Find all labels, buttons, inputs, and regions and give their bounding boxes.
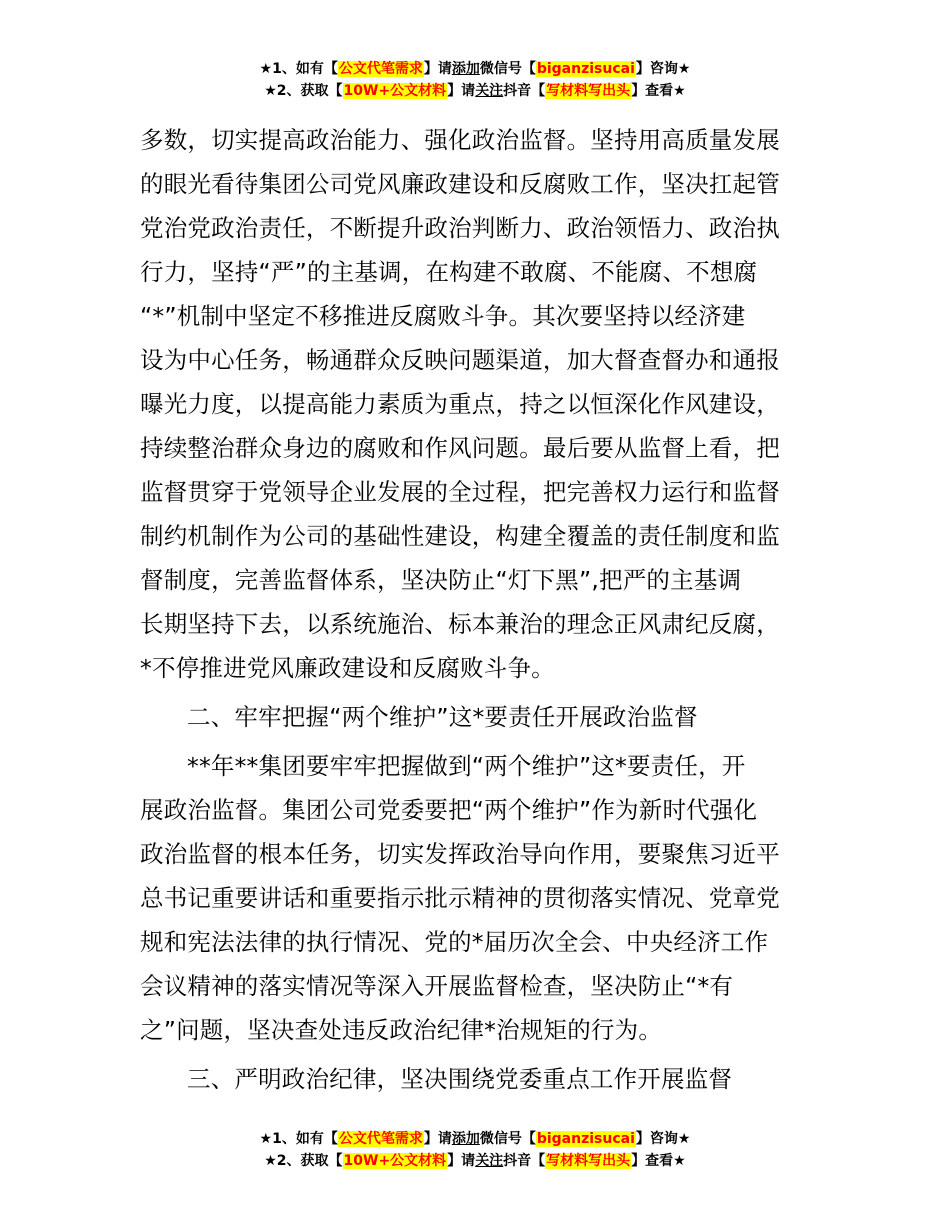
banner-text: 】查看★ [631, 1153, 686, 1169]
banner-text: 抖音【 [503, 83, 546, 99]
text-line: 会议精神的落实情况等深入开展监督检查，坚决防止“*有 [140, 972, 734, 1000]
banner-highlight: 写材料写出头 [546, 1153, 631, 1169]
text-line: 曝光力度，以提高能力素质为重点，持之以恒深化作风建设， [140, 390, 780, 418]
banner-highlight: 写材料写出头 [546, 83, 631, 99]
banner-highlight: 公文代笔需求 [338, 1131, 423, 1147]
text-line: 规和宪法法律的执行情况、党的*届历次全会、中央经济工作 [140, 928, 769, 956]
banner-text: 】请 [423, 1131, 452, 1147]
text-line: 多数，切实提高政治能力、强化政治监督。坚持用高质量发展 [140, 126, 780, 154]
banner-line-2 [0, 1150, 950, 1172]
banner-line-1 [0, 1128, 950, 1150]
banner-text: 】咨询★ [635, 1131, 691, 1147]
text-line: 的眼光看待集团公司党风廉政建设和反腐败工作，坚决扛起管 [140, 170, 780, 198]
text-line: 政治监督的根本任务，切实发挥政治导向作用，要聚焦习近平 [140, 840, 780, 868]
paragraph-1 [140, 118, 812, 690]
banner-text: 】请 [447, 1153, 476, 1169]
banner-text: ★1、如有【 [259, 1131, 338, 1147]
banner-text: 】查看★ [631, 83, 686, 99]
document-body [140, 118, 812, 1101]
text-line: **年**集团要牢牢把握做到“两个维护”这*要责任，开 [187, 752, 746, 780]
text-line: “*”机制中坚定不移推进反腐败斗争。其次要坚持以经济建 [140, 302, 746, 330]
banner-underlined: 添加 [451, 1131, 480, 1147]
text-line: *不停推进党风廉政建设和反腐败斗争。 [140, 654, 555, 682]
paragraph-2 [140, 744, 812, 1052]
banner-underlined: 关注 [475, 83, 504, 99]
text-line: 持续整治群众身边的腐败和作风问题。最后要从监督上看，把 [140, 434, 780, 462]
banner-line-1 [0, 58, 950, 80]
text-line: 长期坚持下去，以系统施治、标本兼治的理念正风肃纪反腐， [140, 610, 780, 638]
banner-text: ★1、如有【 [259, 61, 338, 77]
text-line: 总书记重要讲话和重要指示批示精神的贯彻落实情况、党章党 [140, 884, 780, 912]
banner-text: 抖音【 [503, 1153, 546, 1169]
banner-underlined: 添加 [451, 61, 480, 77]
header-banner [0, 58, 950, 102]
section-heading-2: 二、牢牢把握“两个维护”这*要责任开展政治监督 [187, 703, 698, 731]
banner-highlight: 10W+公文材料 [343, 1153, 447, 1169]
text-line: 督制度，完善监督体系，坚决防止“灯下黑”,把严的主基调 [140, 566, 742, 594]
text-line: 设为中心任务，畅通群众反映问题渠道，加大督查督办和通报 [140, 346, 780, 374]
banner-text: 】咨询★ [635, 61, 691, 77]
text-line: 之”问题，坚决查处违反政治纪律*治规矩的行为。 [140, 1016, 663, 1044]
banner-highlight: biganzisucai [536, 1131, 635, 1147]
text-line: 党治党政治责任，不断提升政治判断力、政治领悟力、政治执 [140, 214, 780, 242]
banner-highlight: 10W+公文材料 [343, 83, 447, 99]
banner-text: ★2、获取【 [264, 1153, 343, 1169]
banner-text: 】请 [423, 61, 452, 77]
text-line: 展政治监督。集团公司党委要把“两个维护”作为新时代强化 [140, 796, 758, 824]
section-heading-3: 三、严明政治纪律，坚决围绕党委重点工作开展监督 [187, 1065, 733, 1093]
banner-highlight: biganzisucai [536, 61, 635, 77]
text-line: 监督贯穿于党领导企业发展的全过程，把完善权力运行和监督 [140, 478, 780, 506]
footer-banner [0, 1128, 950, 1172]
text-line: 制约机制作为公司的基础性建设，构建全覆盖的责任制度和监 [140, 522, 780, 550]
banner-text: ★2、获取【 [264, 83, 343, 99]
banner-underlined: 关注 [475, 1153, 504, 1169]
banner-line-2 [0, 80, 950, 102]
banner-highlight: 公文代笔需求 [338, 61, 423, 77]
banner-text: 微信号【 [479, 1131, 536, 1147]
banner-text: 】请 [447, 83, 476, 99]
banner-text: 微信号【 [479, 61, 536, 77]
text-line: 行力，坚持“严”的主基调，在构建不敢腐、不能腐、不想腐 [140, 258, 758, 286]
